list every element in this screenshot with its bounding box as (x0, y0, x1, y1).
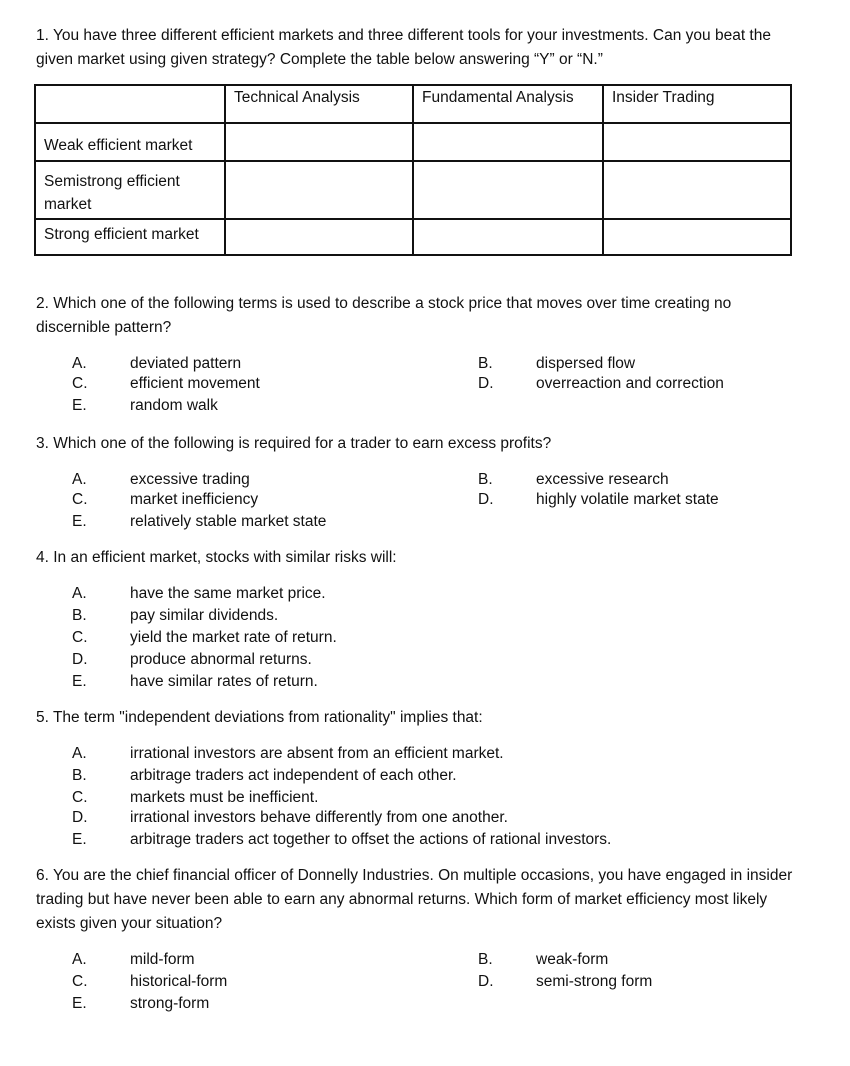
option-letter: B. (478, 951, 493, 968)
option-letter: B. (72, 767, 87, 784)
table-header-cell (35, 85, 225, 123)
option-letter: C. (72, 375, 88, 392)
option-text: pay similar dividends. (130, 607, 279, 624)
option-letter: D. (72, 651, 88, 668)
option-text: relatively stable market state (130, 513, 327, 530)
row-label: Semistrong efficient market (35, 161, 225, 219)
option-letter: E. (72, 831, 87, 848)
option-text: have similar rates of return. (130, 673, 318, 690)
option-letter: C. (72, 973, 88, 990)
option-letter: D. (478, 375, 494, 392)
answer-cell[interactable] (225, 161, 413, 219)
table-row (35, 123, 791, 161)
question-1-text: 1. You have three different efficient markets and three different tools for your investments. Can you beat the given market using given strategy? Complete the table below answering “Y” or “N.” (36, 27, 771, 68)
table-header-cell: Technical Analysis (225, 85, 413, 123)
option-letter: A. (72, 745, 87, 762)
option-text: irrational investors behave differently from one another. (130, 809, 508, 826)
option-letter: B. (478, 471, 493, 488)
row-label: Weak efficient market (35, 123, 225, 161)
option-letter: E. (72, 673, 87, 690)
answer-cell[interactable] (603, 161, 791, 219)
option-text: irrational investors are absent from an efficient market. (130, 745, 504, 762)
table-header-row (35, 85, 791, 123)
option-letter: E. (72, 995, 87, 1012)
option-text: efficient movement (130, 375, 260, 392)
row-label: Strong efficient market (35, 219, 225, 255)
option-letter: C. (72, 491, 88, 508)
option-letter: B. (72, 607, 87, 624)
question-3-text: 3. Which one of the following is required for a trader to earn excess profits? (36, 435, 552, 452)
answer-cell[interactable] (413, 123, 603, 161)
option-letter: A. (72, 471, 87, 488)
option-letter: D. (72, 809, 88, 826)
option-letter: A. (72, 355, 87, 372)
option-text: arbitrage traders act together to offset the actions of rational investors. (130, 831, 612, 848)
option-letter: C. (72, 629, 88, 646)
option-text: mild-form (130, 951, 195, 968)
question-5-text: 5. The term "independent deviations from rationality" implies that: (36, 709, 483, 726)
option-text: excessive trading (130, 471, 250, 488)
option-text: random walk (130, 397, 218, 414)
option-text: dispersed flow (536, 355, 636, 372)
option-text: market inefficiency (130, 491, 259, 508)
answer-cell[interactable] (413, 219, 603, 255)
answer-table (34, 84, 792, 256)
option-text: produce abnormal returns. (130, 651, 312, 668)
option-text: excessive research (536, 471, 669, 488)
option-text: historical-form (130, 973, 228, 990)
option-text: semi-strong form (536, 973, 653, 990)
question-4-text: 4. In an efficient market, stocks with similar risks will: (36, 549, 397, 566)
answer-cell[interactable] (603, 123, 791, 161)
answer-cell[interactable] (225, 219, 413, 255)
table-header-cell: Insider Trading (603, 85, 791, 123)
question-2-text: 2. Which one of the following terms is used to describe a stock price that moves over time creating no discernible pattern? (36, 295, 732, 336)
option-text: overreaction and correction (536, 375, 724, 392)
option-letter: A. (72, 951, 87, 968)
answer-cell[interactable] (413, 161, 603, 219)
table-header-cell: Fundamental Analysis (413, 85, 603, 123)
option-letter: D. (478, 491, 494, 508)
option-text: arbitrage traders act independent of each other. (130, 767, 457, 784)
table-row (35, 161, 791, 219)
option-text: deviated pattern (130, 355, 242, 372)
option-text: markets must be inefficient. (130, 789, 319, 806)
answer-cell[interactable] (603, 219, 791, 255)
option-text: have the same market price. (130, 585, 326, 602)
option-text: strong-form (130, 995, 210, 1012)
question-6-text: 6. You are the chief financial officer of Donnelly Industries. On multiple occasions, you have engaged in insider trading but have never been able to earn any abnormal returns. Which form of market efficiency most likely exists given your situation? (36, 867, 793, 932)
option-letter: D. (478, 973, 494, 990)
option-letter: B. (478, 355, 493, 372)
option-letter: C. (72, 789, 88, 806)
option-letter: E. (72, 513, 87, 530)
option-letter: E. (72, 397, 87, 414)
option-text: yield the market rate of return. (130, 629, 337, 646)
option-text: weak-form (536, 951, 609, 968)
option-text: highly volatile market state (536, 491, 719, 508)
option-letter: A. (72, 585, 87, 602)
table-row (35, 219, 791, 255)
answer-cell[interactable] (225, 123, 413, 161)
